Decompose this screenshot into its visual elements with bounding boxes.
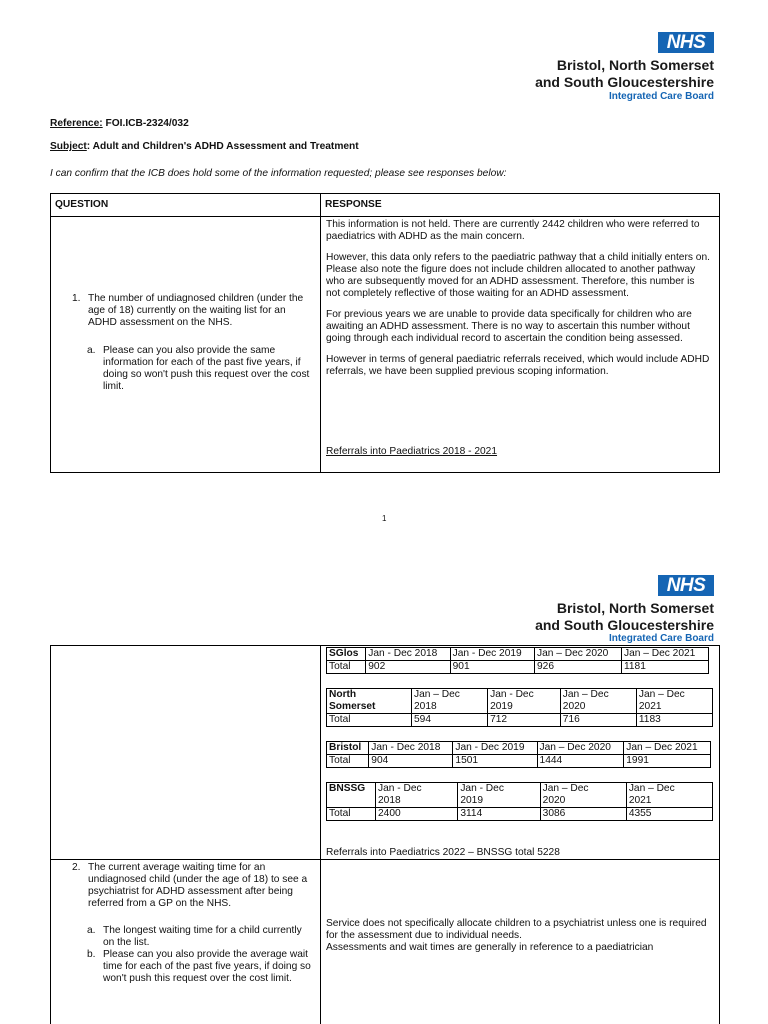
intro-text: I can confirm that the ICB does hold some of the information requested; please see responses below: (50, 168, 507, 179)
response-1-para-3: For previous years we are unable to provide data specifically for children who are awaiting an ADHD assessment. There is no way to ascertain this number without going through each individual record to ascertain the condition being assessed. (326, 309, 692, 344)
value-cell: 1183 (636, 714, 712, 727)
question-2a-text: The longest waiting time for a child currently on the list. (103, 925, 302, 948)
period-cell: Jan - Dec 2018 (369, 742, 453, 755)
period-cell: Jan – Dec 2021 (636, 689, 712, 714)
value-cell: 1501 (453, 755, 537, 768)
reference-label: Reference: (50, 118, 103, 129)
response-2-para-1: Service does not specifically allocate children to a psychiatrist unless one is required for the assessment due to individual needs. (326, 918, 707, 941)
north-somerset-referrals-table (326, 688, 713, 727)
period-cell: Jan – Dec 2021 (624, 742, 711, 755)
response-1-para-4: However in terms of general paediatric referrals received, which would include ADHD referrals, we have been supplied previous scoping information. (326, 354, 710, 377)
value-cell: 902 (366, 661, 450, 674)
value-cell: 904 (369, 755, 453, 768)
response-2 (326, 918, 711, 954)
question-2a-letter: a. (87, 925, 96, 936)
referrals-2022-total: Referrals into Paediatrics 2022 – BNSSG total 5228 (326, 847, 560, 858)
period-cell: Jan – Dec 2020 (540, 783, 626, 808)
value-cell: 4355 (626, 808, 712, 821)
row-label-cell: Total (327, 661, 366, 674)
period-cell: Jan – Dec 2020 (560, 689, 636, 714)
period-cell: Jan - Dec 2018 (376, 783, 458, 808)
question-2-text: The current average waiting time for an undiagnosed child (under the age of 18) to see a psychiatrist for ADHD assessment after being referred from a GP on the NHS. (88, 862, 308, 909)
subject-line (50, 141, 359, 152)
sglos-referrals-table (326, 647, 709, 674)
period-cell: Jan – Dec 2018 (412, 689, 488, 714)
row-divider-page2 (50, 859, 720, 860)
value-cell: 716 (560, 714, 636, 727)
org-name-line2: and South Gloucestershire (535, 74, 714, 90)
value-cell: 1991 (624, 755, 711, 768)
question-header: QUESTION (55, 199, 109, 210)
response-header: RESPONSE (325, 199, 382, 210)
question-2b-text: Please can you also provide the average wait time for each of the past five years, if doing so won't push this request over the cost limit. (103, 949, 311, 984)
area-cell: North Somerset (327, 689, 412, 714)
question-1a-letter: a. (87, 345, 96, 356)
response-1-para-1: This information is not held. There are currently 2442 children who were referred to paediatrics with ADHD as the main concern. (326, 219, 700, 242)
row-label-cell: Total (327, 714, 412, 727)
column-divider-page2 (320, 645, 321, 1024)
value-cell: 3114 (458, 808, 540, 821)
period-cell: Jan - Dec 2018 (366, 648, 450, 661)
period-cell: Jan – Dec 2020 (537, 742, 624, 755)
subject-value: : Adult and Children's ADHD Assessment and Treatment (86, 141, 359, 152)
nhs-logo: NHS (658, 32, 714, 53)
question-2b-letter: b. (87, 949, 96, 960)
org-name-line1: Bristol, North Somerset (556, 57, 714, 73)
period-cell: Jan - Dec 2019 (488, 689, 561, 714)
reference-value: FOI.ICB-2324/032 (105, 118, 189, 129)
period-cell: Jan - Dec 2019 (458, 783, 540, 808)
area-cell: SGlos (327, 648, 366, 661)
question-1-text: The number of undiagnosed children (under the age of 18) currently on the waiting list for an ADHD assessment on the NHS. (88, 293, 304, 328)
bristol-referrals-table (326, 741, 711, 768)
row-label-cell: Total (327, 808, 376, 821)
period-cell: Jan - Dec 2019 (453, 742, 537, 755)
period-cell: Jan – Dec 2021 (621, 648, 708, 661)
value-cell: 1444 (537, 755, 624, 768)
value-cell: 901 (450, 661, 534, 674)
reference-line (50, 118, 189, 129)
value-cell: 926 (534, 661, 621, 674)
response-1-para-2: However, this data only refers to the paediatric pathway that a child initially enters on. Please also note the figure does not include children allocated to another pathway who are subsequently moved for an ADHD assessment. Therefore, this number is not completely reflective of those waiting for an ADHD assessment. (326, 252, 710, 299)
period-cell: Jan – Dec 2021 (626, 783, 712, 808)
period-cell: Jan – Dec 2020 (534, 648, 621, 661)
org-subtitle: Integrated Care Board (608, 91, 714, 102)
bnssg-referrals-table (326, 782, 713, 821)
row-label-cell: Total (327, 755, 369, 768)
area-cell: Bristol (327, 742, 369, 755)
column-divider (320, 193, 321, 473)
org-name-line1-page2: Bristol, North Somerset (556, 600, 714, 616)
response-2-para-2: Assessments and wait times are generally in reference to a paediatrician (326, 942, 654, 953)
page-number: 1 (382, 514, 387, 523)
value-cell: 1181 (621, 661, 708, 674)
value-cell: 712 (488, 714, 561, 727)
period-cell: Jan - Dec 2019 (450, 648, 534, 661)
value-cell: 3086 (540, 808, 626, 821)
area-cell: BNSSG (327, 783, 376, 808)
value-cell: 2400 (376, 808, 458, 821)
response-1 (326, 219, 711, 387)
subject-label: Subject (50, 141, 87, 152)
nhs-logo-page2: NHS (658, 575, 714, 596)
question-2-number: 2. (72, 862, 81, 873)
question-1-number: 1. (72, 293, 81, 304)
question-1a-text: Please can you also provide the same information for each of the past five years, if doing so won't push this request over the cost limit. (103, 345, 310, 392)
value-cell: 594 (412, 714, 488, 727)
header-divider (50, 216, 720, 217)
referrals-2018-2021-link-text: Referrals into Paediatrics 2018 - 2021 (326, 446, 498, 457)
org-name-line2-page2: and South Gloucestershire (535, 617, 714, 633)
referrals-2018-2021-link[interactable] (326, 446, 497, 457)
org-subtitle-page2: Integrated Care Board (608, 633, 714, 644)
